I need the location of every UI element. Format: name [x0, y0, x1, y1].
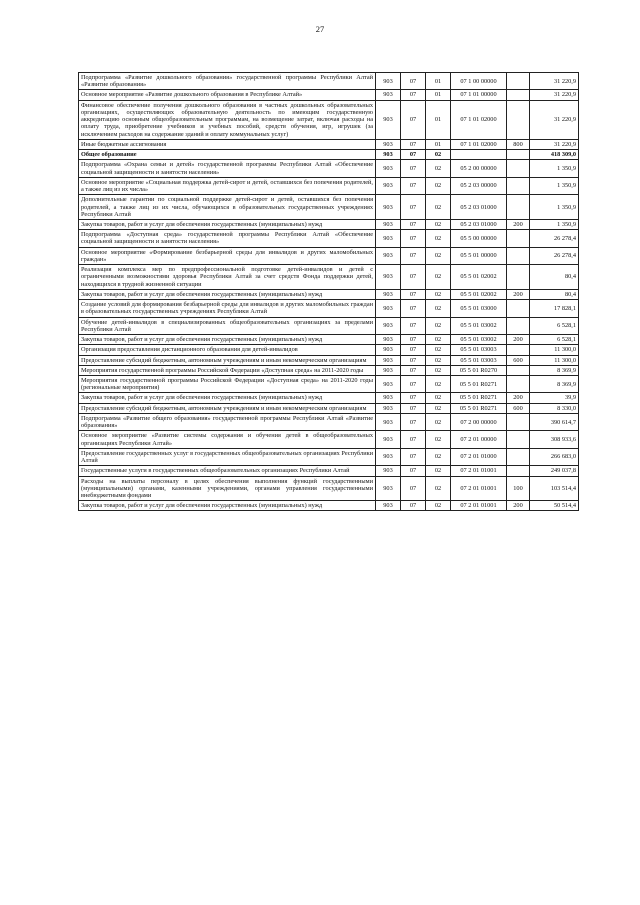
- target-article-code: 05 5 01 R0271: [451, 403, 507, 413]
- target-article-code: 05 2 03 00000: [451, 177, 507, 194]
- expenditure-name: Подпрограмма «Охрана семьи и детей» государственной программы Республики Алтай «Обеспечение социальной защищенности и занятости населения»: [79, 160, 376, 177]
- section-code: 07: [401, 300, 426, 317]
- amount: 6 528,1: [530, 335, 579, 345]
- section-code: 07: [401, 413, 426, 430]
- grbs-code: 903: [376, 139, 401, 149]
- amount: 8 369,9: [530, 375, 579, 392]
- grbs-code: 903: [376, 393, 401, 403]
- section-code: 07: [401, 431, 426, 448]
- expense-type-code: [507, 431, 530, 448]
- grbs-code: 903: [376, 289, 401, 299]
- target-article-code: 07 2 01 01001: [451, 501, 507, 511]
- page-number: 27: [315, 24, 325, 34]
- subsection-code: 02: [426, 476, 451, 501]
- target-article-code: [451, 150, 507, 160]
- budget-table-body: [79, 73, 579, 511]
- table-row: [79, 230, 579, 247]
- expenditure-name: Иные бюджетные ассигнования: [79, 139, 376, 149]
- grbs-code: 903: [376, 355, 401, 365]
- expense-type-code: 200: [507, 335, 530, 345]
- expenditure-name: Основное мероприятие «Социальная поддержка детей-сирот и детей, оставшихся без попечения родителей, а также лиц из их числа»: [79, 177, 376, 194]
- table-row: [79, 375, 579, 392]
- target-article-code: 05 5 01 03002: [451, 317, 507, 334]
- grbs-code: 903: [376, 345, 401, 355]
- amount: 11 300,0: [530, 345, 579, 355]
- expenditure-name: Основное мероприятие «Формирование безбарьерной среды для инвалидов и других маломобильных граждан»: [79, 247, 376, 264]
- amount: 26 278,4: [530, 247, 579, 264]
- amount: 1 350,9: [530, 177, 579, 194]
- grbs-code: 903: [376, 219, 401, 229]
- expenditure-name: Закупка товаров, работ и услуг для обеспечения государственных (муниципальных) нужд: [79, 219, 376, 229]
- section-code: 07: [401, 476, 426, 501]
- expense-type-code: 200: [507, 289, 530, 299]
- expenditure-name: Расходы на выплаты персоналу в целях обеспечения выполнения функций государственными (муниципальными) органами, казенными учреждениями, органами управления государственными внебюджетными фондами: [79, 476, 376, 501]
- target-article-code: 07 1 01 02000: [451, 139, 507, 149]
- table-row: [79, 345, 579, 355]
- grbs-code: 903: [376, 265, 401, 290]
- table-row: [79, 448, 579, 465]
- target-article-code: 05 5 01 03000: [451, 300, 507, 317]
- expense-type-code: [507, 300, 530, 317]
- expenditure-name: Подпрограмма «Развитие общего образования» государственной программы Республики Алтай «Развитие образования»: [79, 413, 376, 430]
- subsection-code: 01: [426, 139, 451, 149]
- section-code: 07: [401, 466, 426, 476]
- subsection-code: 02: [426, 265, 451, 290]
- target-article-code: 07 2 01 01000: [451, 448, 507, 465]
- table-row: [79, 466, 579, 476]
- subsection-code: 02: [426, 247, 451, 264]
- subsection-code: 02: [426, 403, 451, 413]
- grbs-code: 903: [376, 501, 401, 511]
- expense-type-code: [507, 90, 530, 100]
- table-row: [79, 393, 579, 403]
- section-code: 07: [401, 393, 426, 403]
- subsection-code: 02: [426, 289, 451, 299]
- subsection-code: 02: [426, 335, 451, 345]
- subsection-code: 02: [426, 501, 451, 511]
- amount: 1 350,9: [530, 219, 579, 229]
- table-row: [79, 300, 579, 317]
- expenditure-name: Государственные услуги в государственных общеобразовательных организациях Республики Алтай: [79, 466, 376, 476]
- subsection-code: 02: [426, 150, 451, 160]
- section-code: 07: [401, 247, 426, 264]
- target-article-code: 07 1 01 02000: [451, 100, 507, 139]
- expense-type-code: [507, 100, 530, 139]
- section-code: 07: [401, 139, 426, 149]
- section-code: 07: [401, 150, 426, 160]
- amount: 31 220,9: [530, 100, 579, 139]
- subsection-code: 02: [426, 219, 451, 229]
- grbs-code: 903: [376, 431, 401, 448]
- section-code: 07: [401, 177, 426, 194]
- amount: 1 350,9: [530, 160, 579, 177]
- expense-type-code: [507, 345, 530, 355]
- amount: 39,9: [530, 393, 579, 403]
- target-article-code: 07 1 01 00000: [451, 90, 507, 100]
- expenditure-name: Предоставление субсидий бюджетным, автономным учреждениям и иным некоммерческим организациям: [79, 355, 376, 365]
- amount: 31 220,9: [530, 90, 579, 100]
- amount: 26 278,4: [530, 230, 579, 247]
- amount: 31 220,9: [530, 73, 579, 90]
- grbs-code: 903: [376, 177, 401, 194]
- expense-type-code: 200: [507, 219, 530, 229]
- budget-table: [78, 72, 579, 511]
- grbs-code: 903: [376, 100, 401, 139]
- expense-type-code: [507, 466, 530, 476]
- subsection-code: 02: [426, 365, 451, 375]
- target-article-code: 07 2 01 00000: [451, 431, 507, 448]
- target-article-code: 05 5 01 R0271: [451, 393, 507, 403]
- expenditure-name: Предоставление субсидий бюджетным, автономным учреждениям и иным некоммерческим организациям: [79, 403, 376, 413]
- target-article-code: 05 5 01 00000: [451, 247, 507, 264]
- target-article-code: 05 5 01 03003: [451, 355, 507, 365]
- expense-type-code: [507, 230, 530, 247]
- table-row: [79, 195, 579, 220]
- grbs-code: 903: [376, 413, 401, 430]
- table-row: [79, 160, 579, 177]
- subsection-code: 02: [426, 393, 451, 403]
- amount: 103 514,4: [530, 476, 579, 501]
- expenditure-name: Общее образование: [79, 150, 376, 160]
- expense-type-code: [507, 150, 530, 160]
- amount: 11 300,0: [530, 355, 579, 365]
- amount: 308 933,6: [530, 431, 579, 448]
- amount: 50 514,4: [530, 501, 579, 511]
- section-code: 07: [401, 317, 426, 334]
- subsection-code: 01: [426, 100, 451, 139]
- expenditure-name: Мероприятия государственной программы Российской Федерации «Доступная среда» на 2011-2020 годы: [79, 365, 376, 375]
- table-row: [79, 150, 579, 160]
- subsection-code: 02: [426, 448, 451, 465]
- table-row: [79, 413, 579, 430]
- subsection-code: 02: [426, 345, 451, 355]
- grbs-code: 903: [376, 317, 401, 334]
- subsection-code: 02: [426, 195, 451, 220]
- table-row: [79, 355, 579, 365]
- grbs-code: 903: [376, 365, 401, 375]
- expenditure-name: Закупка товаров, работ и услуг для обеспечения государственных (муниципальных) нужд: [79, 289, 376, 299]
- expenditure-name: Финансовое обеспечение получения дошкольного образования в частных дошкольных образовательных организациях, осуществляющих образовательную деятельность по имеющим государственную аккредитацию основным общеобразовательным программам, на возмещение затрат, включая расходы на оплату труда, приобретение учебников и учебных пособий, средств обучения, игр, игрушек (за исключением расходов на содержание зданий и оплату коммунальных услуг): [79, 100, 376, 139]
- grbs-code: 903: [376, 195, 401, 220]
- table-row: [79, 476, 579, 501]
- amount: 17 828,1: [530, 300, 579, 317]
- amount: 1 350,9: [530, 195, 579, 220]
- target-article-code: 05 5 01 R0271: [451, 375, 507, 392]
- expense-type-code: [507, 375, 530, 392]
- subsection-code: 02: [426, 355, 451, 365]
- target-article-code: 05 5 01 03003: [451, 345, 507, 355]
- expense-type-code: [507, 448, 530, 465]
- section-code: 07: [401, 365, 426, 375]
- expense-type-code: [507, 177, 530, 194]
- expenditure-name: Обучение детей-инвалидов в специализированных общеобразовательных организациях за пределами Республики Алтай: [79, 317, 376, 334]
- expense-type-code: [507, 73, 530, 90]
- grbs-code: 903: [376, 476, 401, 501]
- target-article-code: 05 5 01 02002: [451, 265, 507, 290]
- expense-type-code: 200: [507, 501, 530, 511]
- grbs-code: 903: [376, 230, 401, 247]
- section-code: 07: [401, 73, 426, 90]
- section-code: 07: [401, 100, 426, 139]
- expense-type-code: 600: [507, 355, 530, 365]
- amount: 6 528,1: [530, 317, 579, 334]
- amount: 390 614,7: [530, 413, 579, 430]
- target-article-code: 05 5 01 R0270: [451, 365, 507, 375]
- section-code: 07: [401, 403, 426, 413]
- amount: 418 309,0: [530, 150, 579, 160]
- subsection-code: 01: [426, 73, 451, 90]
- grbs-code: 903: [376, 247, 401, 264]
- table-row: [79, 100, 579, 139]
- target-article-code: 07 2 01 01001: [451, 476, 507, 501]
- expense-type-code: [507, 195, 530, 220]
- expense-type-code: 800: [507, 139, 530, 149]
- subsection-code: 02: [426, 466, 451, 476]
- section-code: 07: [401, 265, 426, 290]
- expenditure-name: Основное мероприятие «Развитие дошкольного образования в Республике Алтай»: [79, 90, 376, 100]
- expense-type-code: 600: [507, 403, 530, 413]
- table-row: [79, 317, 579, 334]
- subsection-code: 02: [426, 375, 451, 392]
- grbs-code: 903: [376, 73, 401, 90]
- subsection-code: 02: [426, 317, 451, 334]
- target-article-code: 05 5 01 02002: [451, 289, 507, 299]
- expenditure-name: Создание условий для формирования безбарьерной среды для инвалидов и других маломобильных граждан в образовательных государственных учреждениях Республики Алтай: [79, 300, 376, 317]
- expenditure-name: Подпрограмма «Развитие дошкольного образования» государственной программы Республики Алтай «Развитие образования»: [79, 73, 376, 90]
- amount: 8 330,0: [530, 403, 579, 413]
- grbs-code: 903: [376, 335, 401, 345]
- grbs-code: 903: [376, 448, 401, 465]
- table-row: [79, 501, 579, 511]
- section-code: 07: [401, 448, 426, 465]
- expenditure-name: Предоставление государственных услуг в государственных общеобразовательных организациях Республики Алтай: [79, 448, 376, 465]
- grbs-code: 903: [376, 375, 401, 392]
- expenditure-name: Подпрограмма «Доступная среда» государственной программы Республики Алтай «Обеспечение социальной защищенности и занятости населения»: [79, 230, 376, 247]
- section-code: 07: [401, 355, 426, 365]
- table-row: [79, 335, 579, 345]
- table-row: [79, 431, 579, 448]
- subsection-code: 02: [426, 160, 451, 177]
- table-row: [79, 403, 579, 413]
- expenditure-name: Реализация комплекса мер по предпрофессиональной подготовке детей-инвалидов и детей с ограниченными возможностями здоровья Республики Алтай за счет средств Фонда поддержки детей, находящихся в трудной жизненной ситуации: [79, 265, 376, 290]
- target-article-code: 05 2 03 01000: [451, 219, 507, 229]
- amount: 8 369,9: [530, 365, 579, 375]
- table-row: [79, 90, 579, 100]
- expense-type-code: 200: [507, 393, 530, 403]
- amount: 80,4: [530, 289, 579, 299]
- grbs-code: 903: [376, 466, 401, 476]
- grbs-code: 903: [376, 90, 401, 100]
- section-code: 07: [401, 219, 426, 229]
- table-row: [79, 265, 579, 290]
- amount: 249 037,8: [530, 466, 579, 476]
- expense-type-code: [507, 265, 530, 290]
- table-row: [79, 289, 579, 299]
- target-article-code: 05 5 00 00000: [451, 230, 507, 247]
- target-article-code: 07 2 00 00000: [451, 413, 507, 430]
- grbs-code: 903: [376, 160, 401, 177]
- expenditure-name: Мероприятия государственной программы Российской Федерации «Доступная среда» на 2011-2020 годы (региональные мероприятия): [79, 375, 376, 392]
- section-code: 07: [401, 160, 426, 177]
- section-code: 07: [401, 375, 426, 392]
- subsection-code: 02: [426, 177, 451, 194]
- expenditure-name: Организация предоставления дистанционного образования для детей-инвалидов: [79, 345, 376, 355]
- subsection-code: 02: [426, 300, 451, 317]
- expenditure-name: Закупка товаров, работ и услуг для обеспечения государственных (муниципальных) нужд: [79, 501, 376, 511]
- grbs-code: 903: [376, 300, 401, 317]
- amount: 31 220,9: [530, 139, 579, 149]
- expense-type-code: [507, 317, 530, 334]
- expense-type-code: 100: [507, 476, 530, 501]
- expense-type-code: [507, 160, 530, 177]
- table-row: [79, 177, 579, 194]
- table-row: [79, 219, 579, 229]
- target-article-code: 07 1 00 00000: [451, 73, 507, 90]
- subsection-code: 02: [426, 230, 451, 247]
- expense-type-code: [507, 413, 530, 430]
- table-row: [79, 139, 579, 149]
- section-code: 07: [401, 195, 426, 220]
- table-row: [79, 365, 579, 375]
- grbs-code: 903: [376, 150, 401, 160]
- subsection-code: 01: [426, 90, 451, 100]
- target-article-code: 05 2 00 00000: [451, 160, 507, 177]
- subsection-code: 02: [426, 431, 451, 448]
- table-row: [79, 73, 579, 90]
- expenditure-name: Закупка товаров, работ и услуг для обеспечения государственных (муниципальных) нужд: [79, 335, 376, 345]
- expense-type-code: [507, 365, 530, 375]
- expenditure-name: Дополнительные гарантии по социальной поддержке детей-сирот и детей, оставшихся без попечения родителей, а также лиц из их числа, обучающихся в образовательных государственных учреждениях Республики Алтай: [79, 195, 376, 220]
- section-code: 07: [401, 335, 426, 345]
- grbs-code: 903: [376, 403, 401, 413]
- table-row: [79, 247, 579, 264]
- section-code: 07: [401, 230, 426, 247]
- section-code: 07: [401, 345, 426, 355]
- section-code: 07: [401, 501, 426, 511]
- expenditure-name: Основное мероприятие «Развитие системы содержания и обучения детей в общеобразовательных организациях Республики Алтай»: [79, 431, 376, 448]
- section-code: 07: [401, 90, 426, 100]
- target-article-code: 05 5 01 03002: [451, 335, 507, 345]
- expense-type-code: [507, 247, 530, 264]
- target-article-code: 05 2 03 01000: [451, 195, 507, 220]
- subsection-code: 02: [426, 413, 451, 430]
- target-article-code: 07 2 01 01001: [451, 466, 507, 476]
- expenditure-name: Закупка товаров, работ и услуг для обеспечения государственных (муниципальных) нужд: [79, 393, 376, 403]
- amount: 80,4: [530, 265, 579, 290]
- section-code: 07: [401, 289, 426, 299]
- amount: 266 683,0: [530, 448, 579, 465]
